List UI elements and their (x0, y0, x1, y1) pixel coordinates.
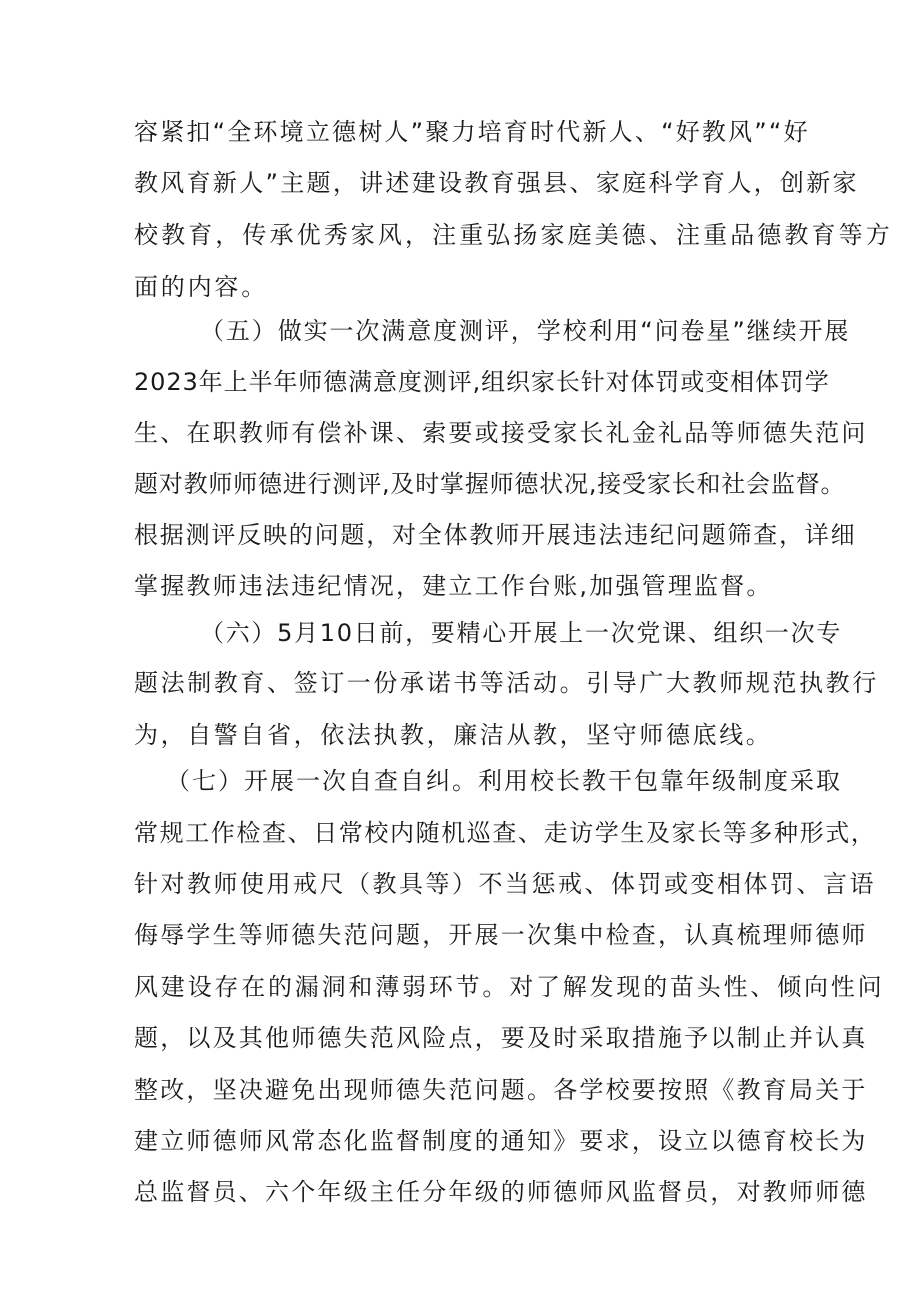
text-line: 面的内容。 (134, 273, 268, 301)
text-line: 题法制教育、签订一份承诺书等活动。引导广大教师规范执教行 (134, 669, 879, 697)
text-line: 根据测评反映的问题，对全体教师开展违法违纪问题筛查，详细 (134, 521, 857, 549)
text-line: 建立师德师风常态化监督制度的通知》要求，设立以德育校长为 (134, 1127, 868, 1155)
text-line: 风建设存在的漏洞和薄弱环节。对了解发现的苗头性、倾向性问 (134, 973, 885, 1001)
section-5-first-line: （五）做实一次满意度测评，学校利用“问卷星”继续开展 (200, 317, 851, 345)
text-line: 整改，坚决避免出现师德失范问题。各学校要按照《教育局关于 (134, 1076, 868, 1104)
section-6-first-line: （六）5月10日前，要精心开展上一次党课、组织一次专 (200, 619, 843, 647)
section-7-first-line: （七）开展一次自查自纠。利用校长教干包靠年级制度采取 (166, 767, 842, 795)
text-line: 2023年上半年师德满意度测评,组织家长针对体罚或变相体罚学 (134, 368, 830, 396)
text-line: 容紧扣“全环境立德树人”聚力培育时代新人、“好教风”“好 (134, 118, 810, 146)
text-line: 总监督员、六个年级主任分年级的师德师风监督员，对教师师德 (134, 1178, 868, 1206)
text-line: 校教育，传承优秀家风，注重弘扬家庭美德、注重品德教育等方 (134, 221, 893, 249)
text-line: 掌握教师违法违纪情况，建立工作台账,加强管理监督。 (134, 572, 773, 600)
text-line: 为，自警自省，依法执教，廉洁从教，坚守师德底线。 (134, 721, 773, 749)
text-line: 生、在职教师有偿补课、索要或接受家长礼金礼品等师德失范问 (134, 419, 868, 447)
text-line: 针对教师使用戒尺（教具等）不当惩戒、体罚或变相体罚、言语 (134, 870, 876, 898)
text-line: 侮辱学生等师德失范问题，开展一次集中检查，认真梳理师德师 (134, 921, 868, 949)
text-line: 题，以及其他师德失范风险点，要及时采取措施予以制止并认真 (134, 1024, 868, 1052)
text-line: 题对教师师德进行测评,及时掌握师德状况,接受家长和社会监督。 (134, 470, 846, 498)
text-line: 教风育新人”主题，讲述建设教育强县、家庭科学育人，创新家 (134, 169, 859, 197)
text-line: 常规工作检查、日常校内随机巡查、走访学生及家长等多种形式， (134, 819, 877, 847)
